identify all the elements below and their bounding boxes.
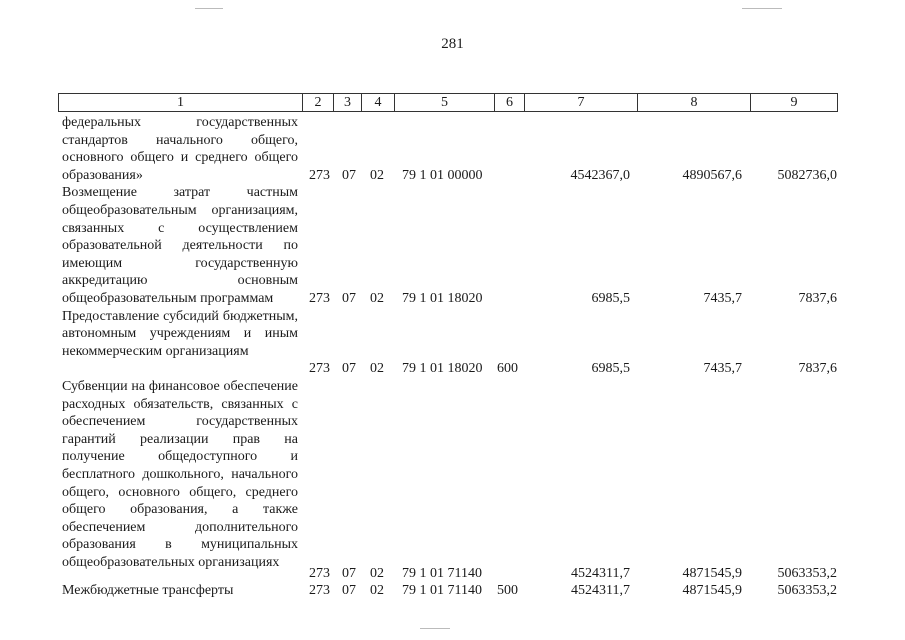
- cell-code-1: 273: [309, 566, 330, 581]
- cell-code-3: 02: [370, 167, 384, 183]
- header-col-7: 7: [525, 94, 638, 111]
- scan-artifact: [420, 628, 450, 629]
- cell-amount-1: 4524311,7: [571, 583, 630, 598]
- cell-amount-2: 4890567,6: [682, 167, 742, 183]
- cell-code-2: 07: [342, 167, 356, 183]
- cell-code-3: 02: [370, 583, 384, 598]
- row-description: Предоставление субсидий бюджетным, автономным учреждениям и иным некоммерческим организациям: [62, 308, 298, 359]
- cell-code-2: 07: [342, 290, 356, 306]
- cell-amount-3: 7837,6: [798, 290, 837, 306]
- header-col-6: 6: [495, 94, 525, 111]
- cell-code-2: 07: [342, 361, 356, 377]
- cell-target-code: 79 1 01 00000: [402, 167, 483, 183]
- header-col-4: 4: [362, 94, 395, 111]
- cell-expense-type: 500: [497, 583, 518, 598]
- cell-expense-type: 600: [497, 361, 518, 377]
- cell-code-1: 273: [309, 583, 330, 598]
- table-header: [58, 93, 838, 112]
- cell-target-code: 79 1 01 18020: [402, 361, 483, 377]
- cell-target-code: 79 1 01 71140: [402, 566, 482, 581]
- cell-code-1: 273: [309, 290, 330, 306]
- cell-code-3: 02: [370, 361, 384, 377]
- cell-amount-2: 7435,7: [703, 290, 742, 306]
- scan-artifact: [742, 8, 782, 9]
- cell-amount-3: 5063353,2: [777, 583, 837, 598]
- row-description: Субвенции на финансовое обеспечение расходных обязательств, связанных с обеспечением государственных гарантий реализации прав на получение общедоступного и бесплатного дошкольного, начального общего, основного общего, среднего общего образования, а также обеспечением дополнительного образования в муниципальных общеобразовательных организациях: [62, 379, 298, 570]
- cell-amount-3: 5082736,0: [777, 167, 837, 183]
- header-col-2: 2: [303, 94, 334, 111]
- cell-target-code: 79 1 01 71140: [402, 583, 482, 598]
- cell-amount-3: 5063353,2: [777, 566, 837, 581]
- page-number: 281: [441, 36, 464, 52]
- row-description: Межбюджетные трансферты: [62, 583, 234, 598]
- cell-amount-3: 7837,6: [798, 361, 837, 377]
- cell-code-2: 07: [342, 566, 356, 581]
- header-col-9: 9: [790, 95, 798, 110]
- cell-code-1: 273: [309, 361, 330, 377]
- header-col-5: 5: [395, 94, 495, 111]
- cell-amount-2: 7435,7: [703, 361, 742, 377]
- cell-code-3: 02: [370, 290, 384, 306]
- row-description: Возмещение затрат частным общеобразовательным организациям, связанных с осуществлением образовательной деятельности по имеющим государственную аккредитацию основным общеобразовательным программам: [62, 185, 298, 306]
- cell-amount-1: 4542367,0: [570, 167, 630, 183]
- cell-amount-2: 4871545,9: [682, 583, 742, 598]
- cell-amount-2: 4871545,9: [682, 566, 742, 581]
- cell-code-3: 02: [370, 566, 384, 581]
- cell-amount-1: 4524311,7: [571, 566, 630, 581]
- cell-amount-1: 6985,5: [591, 290, 630, 306]
- scan-artifact: [195, 8, 223, 9]
- cell-amount-1: 6985,5: [591, 361, 630, 377]
- header-col-8: 8: [638, 94, 751, 111]
- row-description: федеральных государственных стандартов начального общего, основного общего и среднего общего образования»: [62, 115, 298, 183]
- header-col-3: 3: [334, 94, 362, 111]
- cell-target-code: 79 1 01 18020: [402, 290, 483, 306]
- header-col-1: 1: [59, 94, 303, 111]
- cell-code-1: 273: [309, 167, 330, 183]
- cell-code-2: 07: [342, 583, 356, 598]
